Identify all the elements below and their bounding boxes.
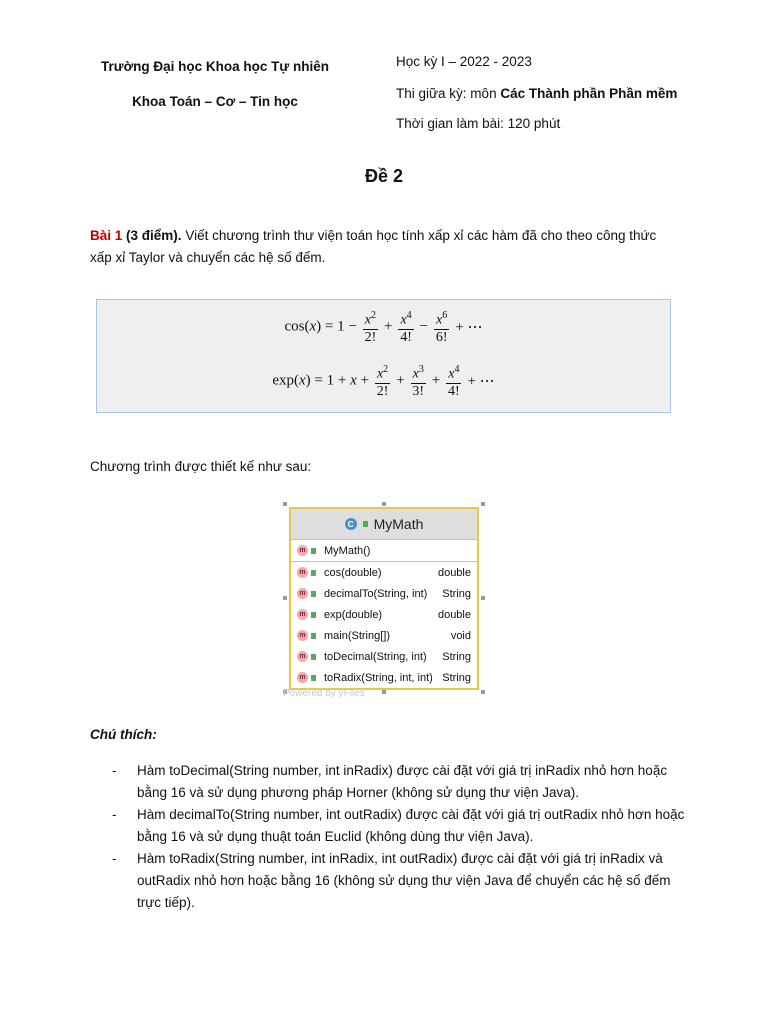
resize-handle[interactable] <box>382 502 386 506</box>
uml-class-header <box>291 509 477 540</box>
method-return-type: void <box>450 629 471 642</box>
resize-handle[interactable] <box>382 690 386 694</box>
faculty-name: Khoa Toán – Cơ – Tin học <box>132 94 298 109</box>
uml-method-row <box>291 667 477 688</box>
method-name: toRadix(String, int, int) <box>324 671 433 684</box>
method-name: main(String[]) <box>324 629 391 642</box>
method-return-type: String <box>442 671 471 684</box>
cos-term-1: $\frac{x^2}{2!}$ <box>364 310 377 345</box>
note-item: - Hàm toRadix(String number, int inRadix, int outRadix) được cài đặt với giá trị inRadix và outRadix nhỏ hơn hoặc bằng 16 (không sử dụng thư viện Java để chuyển các hệ số đếm trực tiếp). <box>112 851 671 910</box>
formula-box <box>96 299 671 413</box>
public-icon <box>311 591 316 597</box>
cos-formula: cos(x) = 1 − $\frac{x^2}{2!}$ + $\frac{x^4}{4!}$ − $\frac{x^6}{6!}$ + ⋯ <box>284 310 483 345</box>
public-icon <box>311 570 316 576</box>
uml-method-row <box>291 583 477 604</box>
method-return-type: double <box>437 566 471 579</box>
resize-handle[interactable] <box>283 596 287 600</box>
uml-method-row <box>291 562 477 583</box>
public-icon <box>311 675 316 681</box>
course-name: Các Thành phần Phần mềm <box>500 86 678 101</box>
method-name: decimalTo(String, int) <box>324 587 428 600</box>
uml-class-mymath[interactable] <box>289 507 479 690</box>
method-name: exp(double) <box>324 608 383 621</box>
exp-formula: exp(x) = 1 + x + $\frac{x^2}{2!}$ + $\frac{x^3}{3!}$ + $\frac{x^4}{4!}$ + ⋯ <box>272 364 495 399</box>
method-icon: m <box>297 609 308 620</box>
public-icon <box>311 633 316 639</box>
exam-prefix: Thi giữa kỳ: môn <box>396 86 501 101</box>
problem-label: Bài 1 <box>90 228 123 243</box>
resize-handle[interactable] <box>481 690 485 694</box>
problem-text-2: xấp xỉ Taylor và chuyển các hệ số đếm. <box>90 250 326 265</box>
exam-title: Đề 2 <box>364 166 404 186</box>
uml-method-row <box>291 604 477 625</box>
exp-term-1: $\frac{x^2}{2!}$ <box>376 364 389 399</box>
method-return-type: String <box>442 650 471 663</box>
method-return-type: double <box>437 608 471 621</box>
problem-text-1: Viết chương trình thư viện toán học tính xấp xỉ các hàm đã cho theo công thức <box>181 228 657 243</box>
note-item: - Hàm toDecimal(String number, int inRadix) được cài đặt với giá trị inRadix nhỏ hơn hoặc bằng 16 và sử dụng phương pháp Horner (không sử dụng thư viện Java). <box>112 763 668 800</box>
uml-constructor: m MyMath() <box>291 540 477 562</box>
method-return-type: String <box>442 587 471 600</box>
class-name: MyMath <box>373 516 424 532</box>
method-icon: m <box>297 567 308 578</box>
design-intro: Chương trình được thiết kế như sau: <box>90 459 312 474</box>
method-name: cos(double) <box>324 566 382 579</box>
notes-title: Chú thích: <box>90 727 157 742</box>
semester: Học kỳ I – 2022 - 2023 <box>396 54 532 69</box>
resize-handle[interactable] <box>481 502 485 506</box>
university-name: Trường Đại học Khoa học Tự nhiên <box>101 59 329 74</box>
resize-handle[interactable] <box>283 502 287 506</box>
exam-course <box>396 86 677 101</box>
method-icon: m <box>297 545 308 556</box>
public-icon <box>311 654 316 660</box>
method-icon: m <box>297 651 308 662</box>
public-icon <box>363 521 368 527</box>
note-item: - Hàm decimalTo(String number, int outRadix) được cài đặt với giá trị outRadix nhỏ hơn hoặc bằng 16 và sử dụng thuật toán Euclid (không dùng thư viện Java). <box>112 807 685 844</box>
public-icon <box>311 548 316 554</box>
exp-term-3: $\frac{x^4}{4!}$ <box>448 364 460 399</box>
problem-1-text <box>90 225 690 269</box>
method-icon: m <box>297 672 308 683</box>
uml-method-row <box>291 646 477 667</box>
duration: Thời gian làm bài: 120 phút <box>396 116 561 131</box>
cos-term-3: $\frac{x^6}{6!}$ <box>435 310 448 345</box>
uml-method-list <box>291 562 477 688</box>
method-icon: m <box>297 630 308 641</box>
yfiles-watermark: Powered by yFiles <box>283 688 365 699</box>
cos-term-2: $\frac{x^4}{4!}$ <box>400 310 412 345</box>
resize-handle[interactable] <box>481 596 485 600</box>
notes-list <box>90 760 690 914</box>
problem-points: (3 điểm). <box>126 228 182 243</box>
public-icon <box>311 612 316 618</box>
exp-term-2: $\frac{x^3}{3!}$ <box>412 364 425 399</box>
method-name: toDecimal(String, int) <box>324 650 427 663</box>
method-icon: m <box>297 588 308 599</box>
class-icon: C <box>345 518 357 530</box>
uml-method-row <box>291 625 477 646</box>
